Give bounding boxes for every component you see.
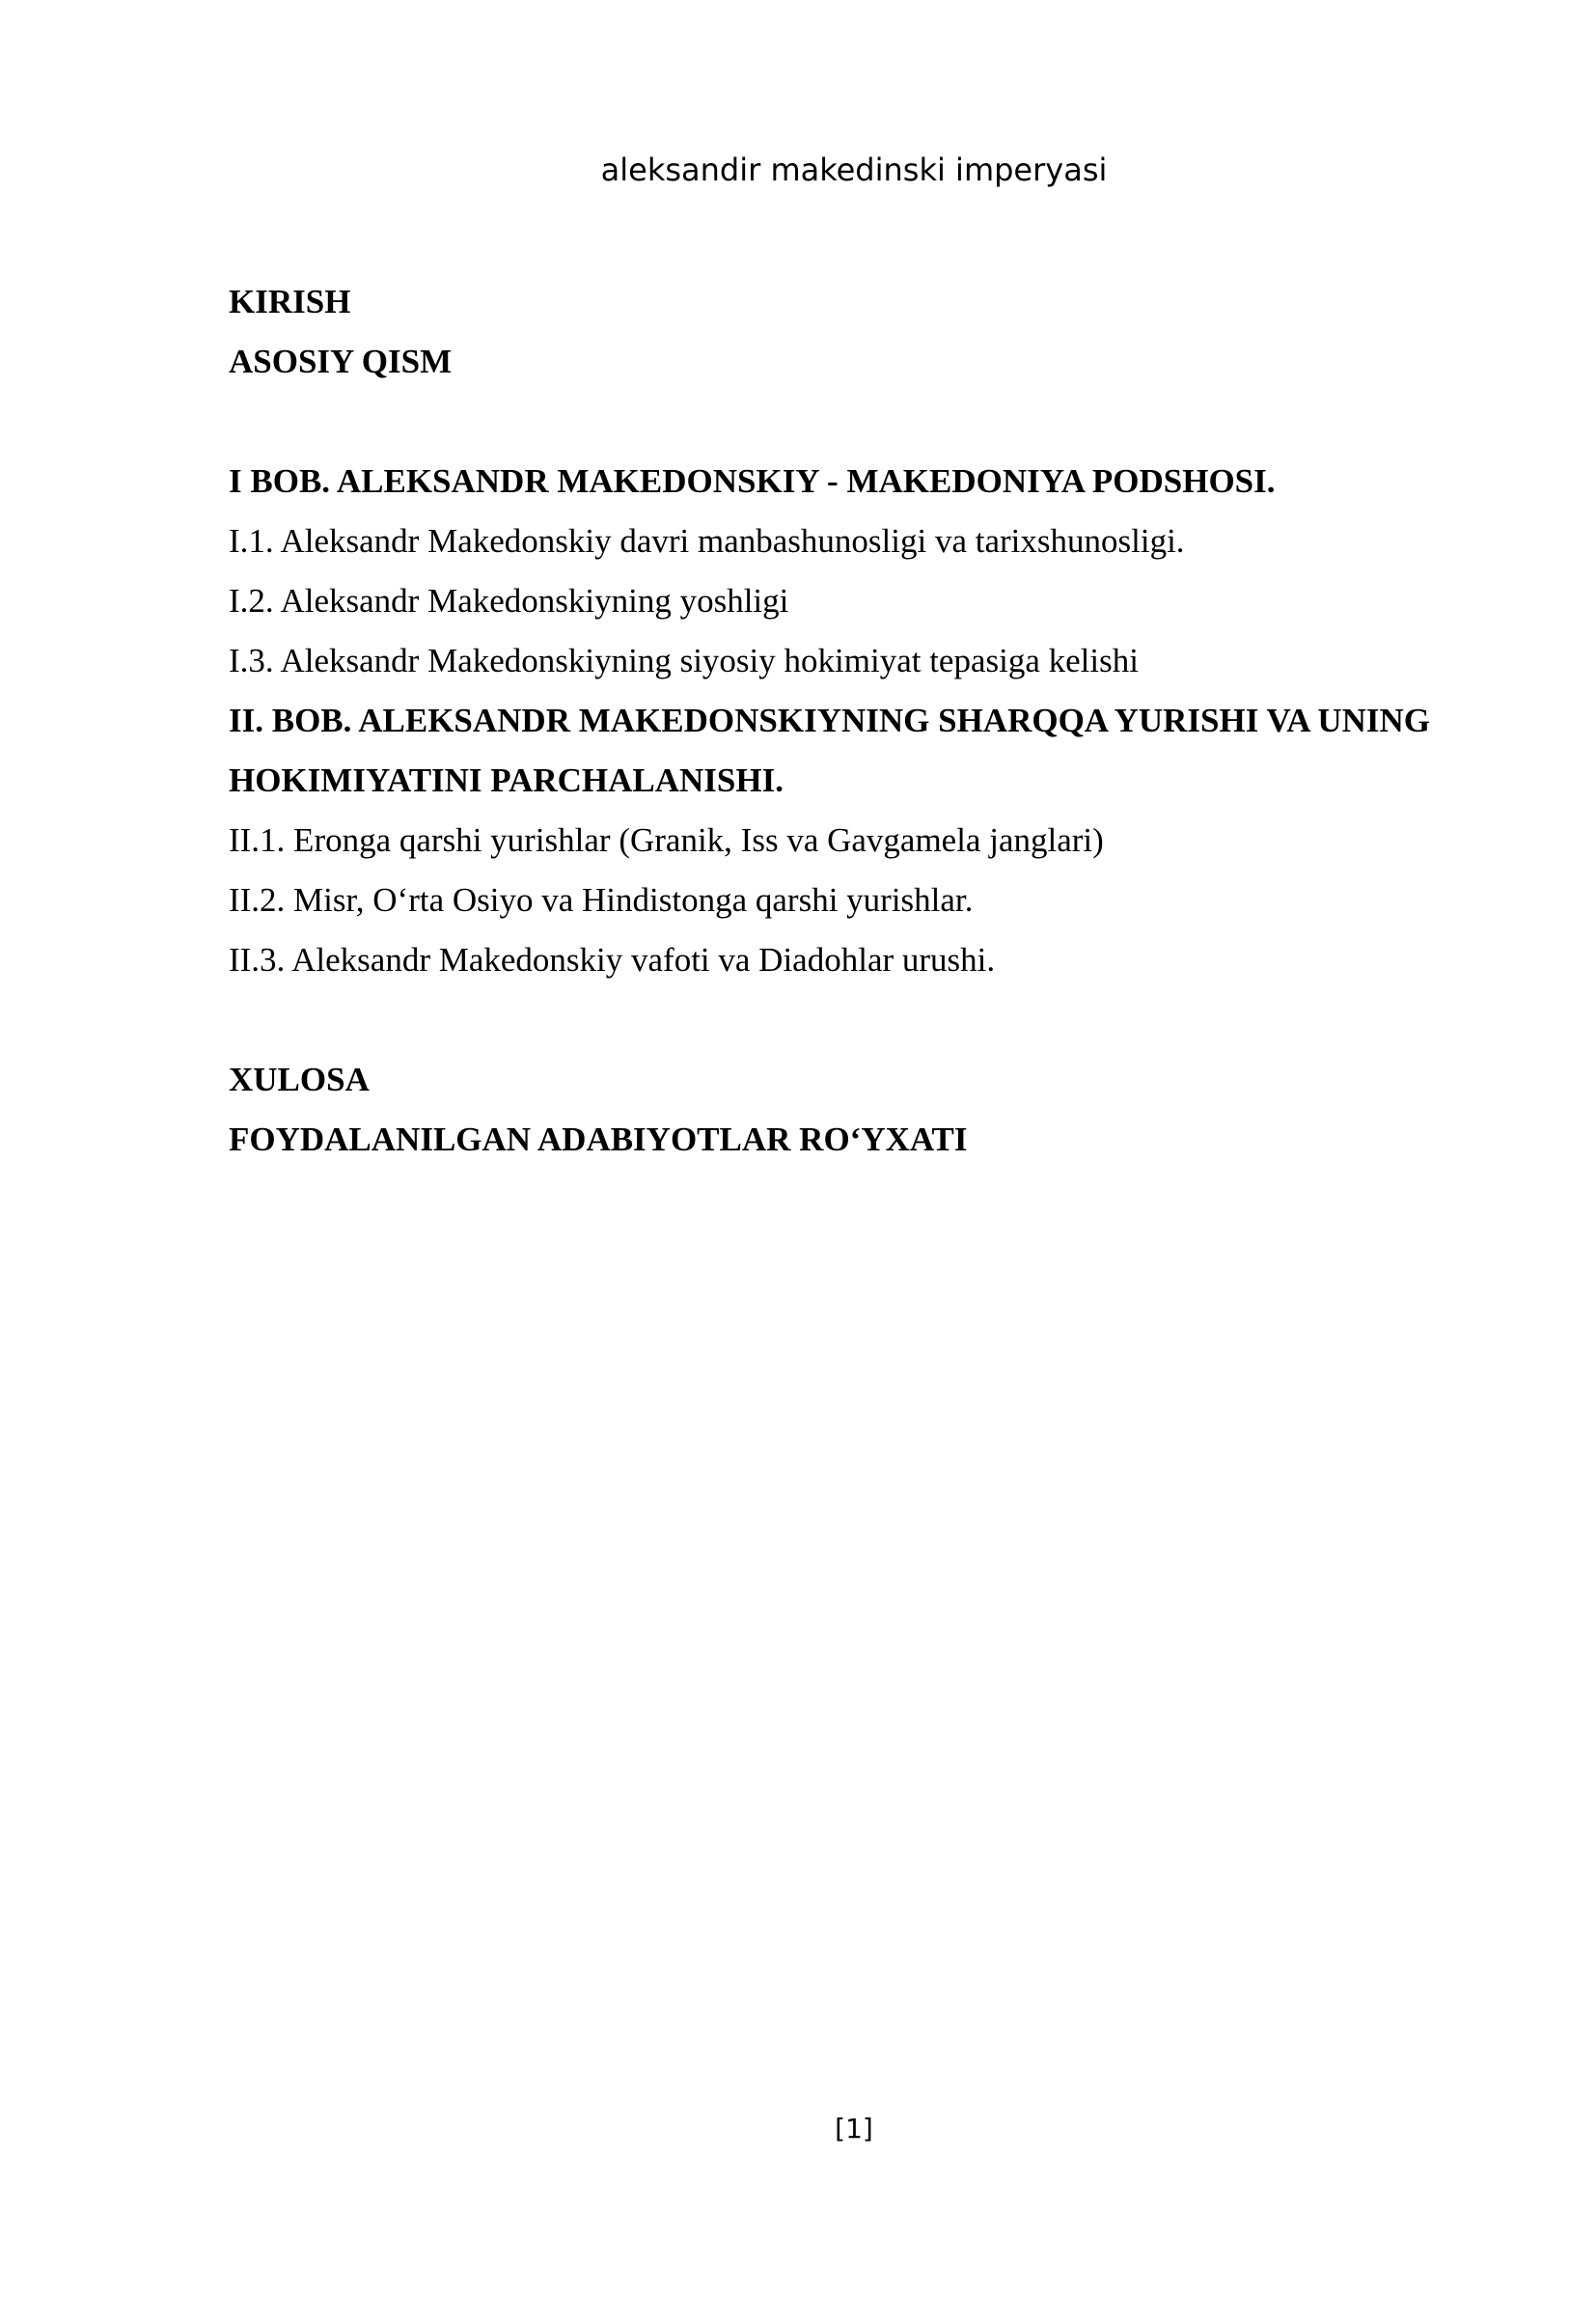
toc-item-1-1: I.1. Aleksandr Makedonskiy davri manbashunosligi va tarixshunosligi. [229,522,1185,560]
toc-xulosa: XULOSA [229,1061,370,1098]
toc-item-2-3: II.3. Aleksandr Makedonskiy vafoti va Diadohlar urushi. [229,941,996,979]
toc-spacer [229,392,1522,452]
toc-asosiy-qism: ASOSIY QISM [229,343,453,380]
toc-item-1-3: I.3. Aleksandr Makedonskiyning siyosiy hokimiyat tepasiga kelishi [229,642,1139,679]
toc-chapter1-title: I BOB. ALEKSANDR MAKEDONSKIY - MAKEDONIYA PODSHOSI. [229,462,1276,500]
toc-spacer [229,990,1522,1050]
toc-chapter2-title-line2: HOKIMIYATINI PARCHALANISHI. [229,761,784,799]
toc-item-1-2: I.2. Aleksandr Makedonskiyning yoshligi [229,582,789,620]
page-number: [1] [835,2113,873,2144]
table-of-contents [229,272,1522,1170]
toc-kirish: KIRISH [229,283,351,320]
toc-item-2-1: II.1. Eronga qarshi yurishlar (Granik, Iss va Gavgamela janglari) [229,821,1104,859]
toc-adabiyotlar: FOYDALANILGAN ADABIYOTLAR RO‘YXATI [229,1120,968,1158]
page-header-title: aleksandir makedinski imperyasi [600,152,1108,188]
toc-item-2-2: II.2. Misr, O‘rta Osiyo va Hindistonga qarshi yurishlar. [229,881,974,919]
toc-chapter2-title-line1: II. BOB. ALEKSANDR MAKEDONSKIYNING SHARQQA YURISHI VA UNING [229,702,1431,739]
